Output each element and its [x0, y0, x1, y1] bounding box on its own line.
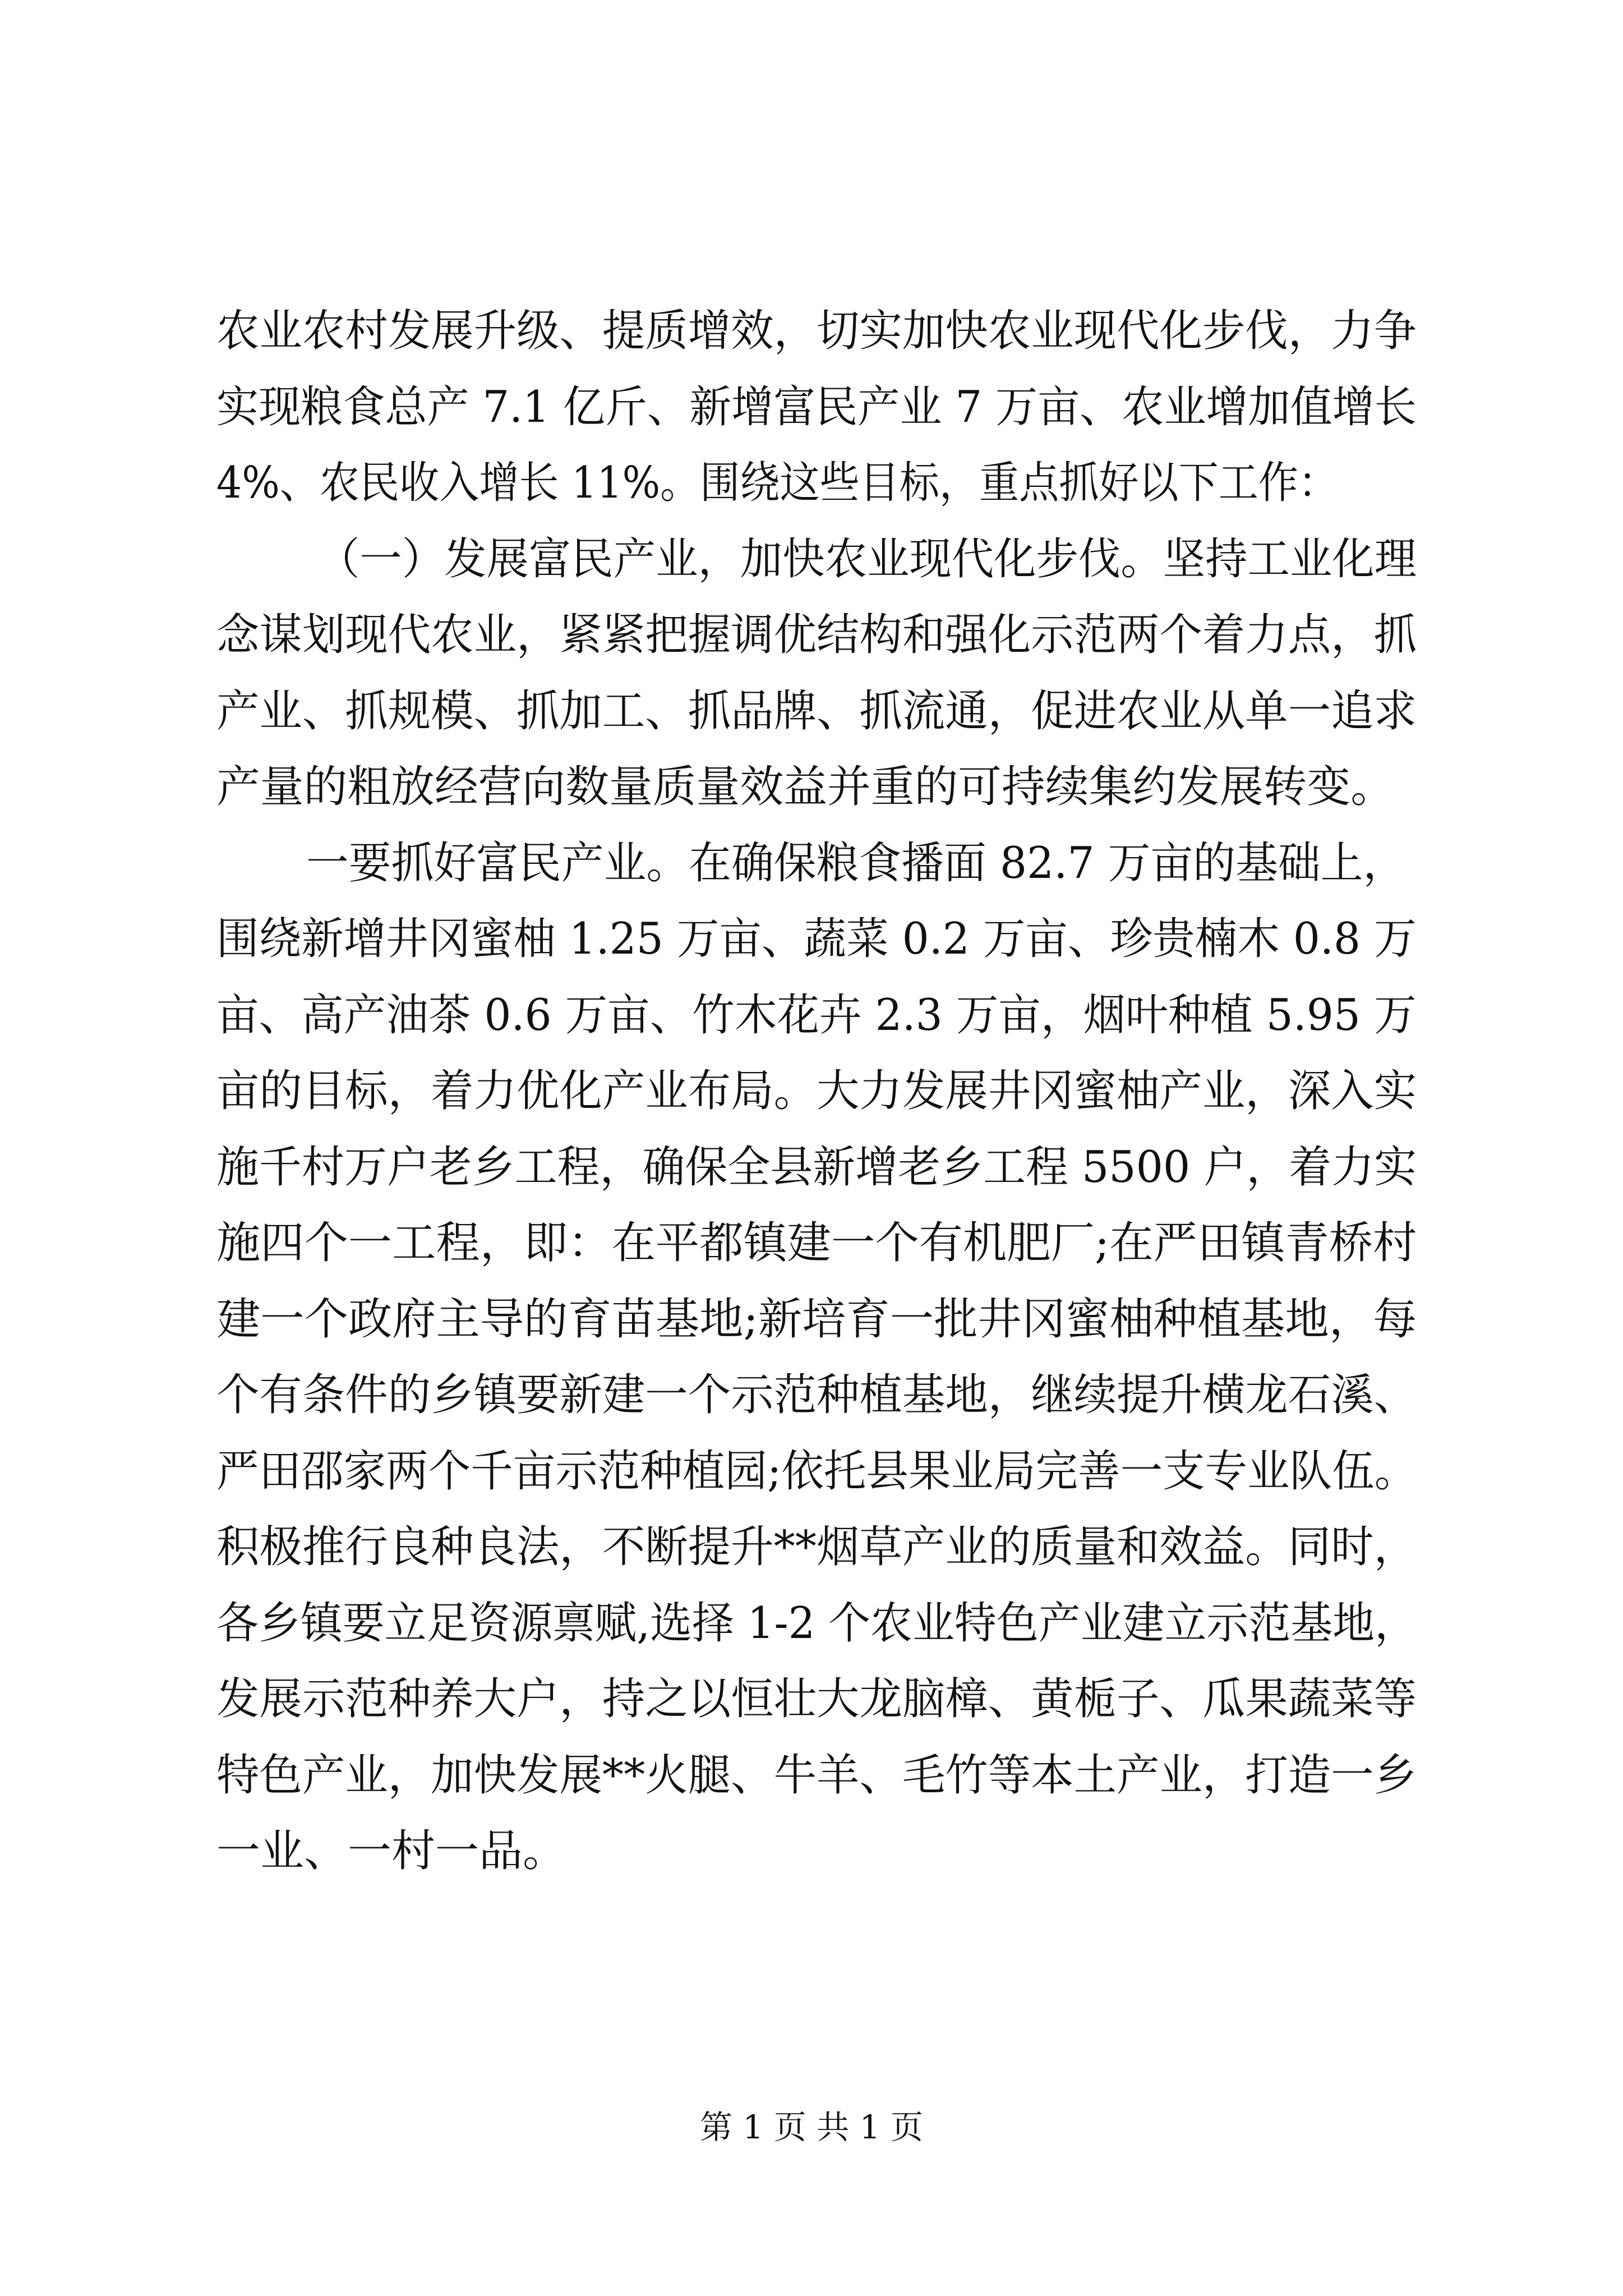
page-footer: [0, 2105, 1623, 2150]
page-number-label: 第 1 页 共 1 页: [700, 2108, 923, 2146]
text-line: 积极推行良种良法，不断提升**烟草产业的质量和效益。同时，: [216, 1522, 1417, 1572]
text-line: 各乡镇要立足资源禀赋,选择 1-2 个农业特色产业建立示范基地，: [216, 1598, 1417, 1649]
text-line: 施四个一工程，即：在平都镇建一个有机肥厂;在严田镇青桥村: [216, 1218, 1417, 1268]
text-line: 发展示范种养大户，持之以恒壮大龙脑樟、黄栀子、瓜果蔬菜等: [216, 1674, 1417, 1724]
text-line: 亩、高产油茶 0.6 万亩、竹木花卉 2.3 万亩，烟叶种植 5.95 万: [216, 990, 1417, 1041]
text-line: 严田邵家两个千亩示范种植园;依托县果业局完善一支专业队伍。: [216, 1446, 1417, 1497]
text-line: 一业、一村一品。: [216, 1826, 567, 1876]
text-line: 建一个政府主导的育苗基地;新培育一批井冈蜜柚种植基地，每: [216, 1294, 1417, 1345]
text-line: 特色产业，加快发展**火腿、牛羊、毛竹等本土产业，打造一乡: [216, 1750, 1417, 1801]
text-line: 念谋划现代农业，紧紧把握调优结构和强化示范两个着力点，抓: [216, 610, 1417, 660]
text-line: 围绕新增井冈蜜柚 1.25 万亩、蔬菜 0.2 万亩、珍贵楠木 0.8 万: [216, 914, 1417, 964]
text-line: 产业、抓规模、抓加工、抓品牌、抓流通，促进农业从单一追求: [216, 686, 1417, 737]
text-line: 一要抓好富民产业。在确保粮食播面 82.7 万亩的基础上，: [306, 838, 1406, 889]
text-line: 个有条件的乡镇要新建一个示范种植基地，继续提升横龙石溪、: [216, 1370, 1417, 1420]
text-line: 农业农村发展升级、提质增效，切实加快农业现代化步伐，力争: [216, 306, 1417, 356]
text-line: 实现粮食总产 7.1 亿斤、新增富民产业 7 万亩、农业增加值增长: [216, 382, 1417, 432]
text-line: 产量的粗放经营向数量质量效益并重的可持续集约发展转变。: [216, 762, 1395, 812]
text-line: 亩的目标，着力优化产业布局。大力发展井冈蜜柚产业，深入实: [216, 1066, 1417, 1116]
text-line: （一）发展富民产业，加快农业现代化步伐。坚持工业化理: [317, 534, 1417, 585]
text-line: 施千村万户老乡工程，确保全县新增老乡工程 5500 户，着力实: [216, 1142, 1417, 1193]
text-line: 4%、农民收入增长 11%。围绕这些目标，重点抓好以下工作：: [216, 458, 1338, 508]
